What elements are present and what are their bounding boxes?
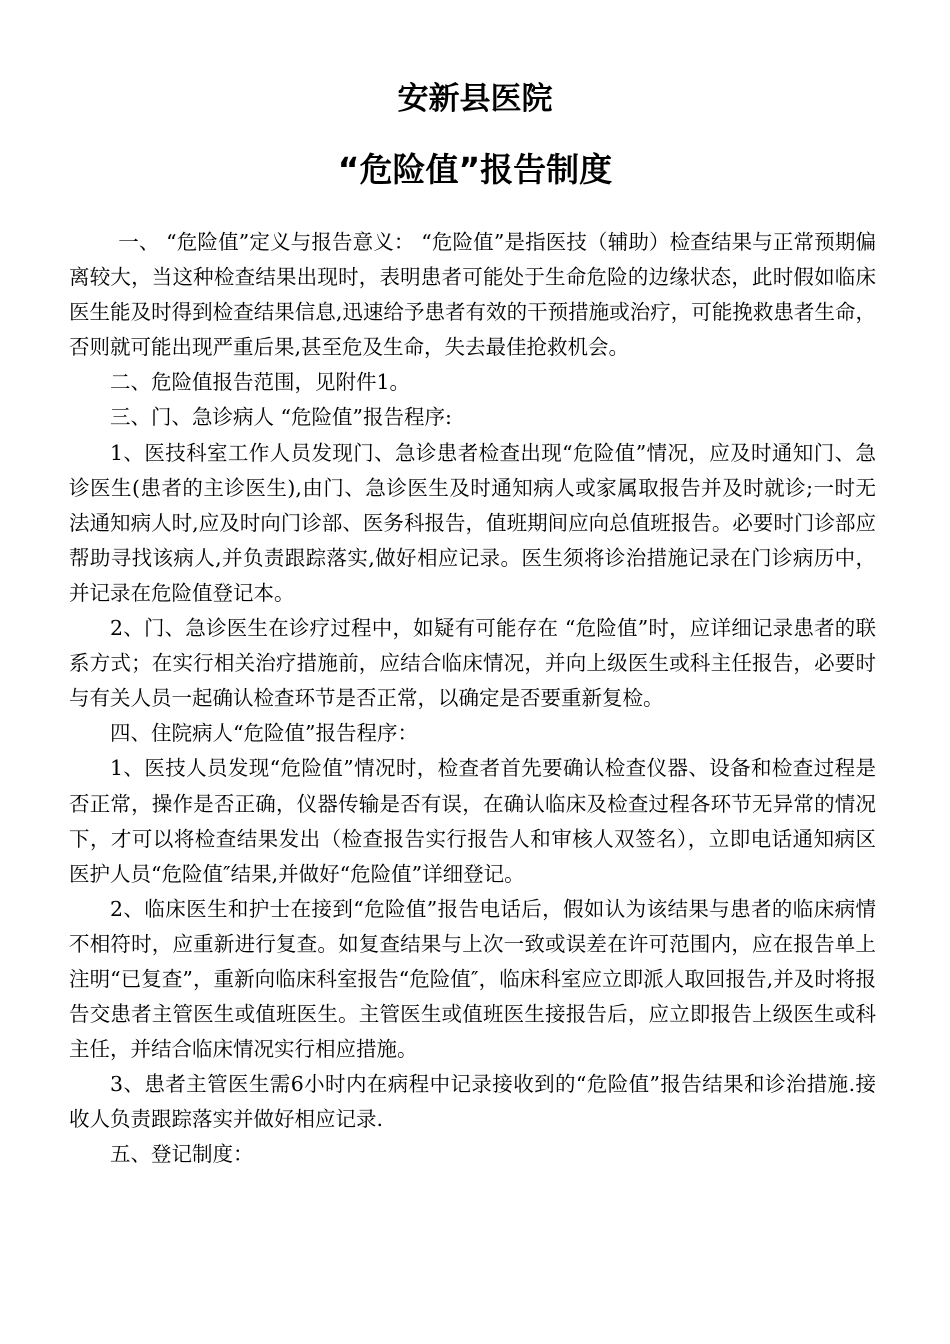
policy-title: “危险值”报告制度 — [337, 150, 613, 189]
document-body — [69, 225, 876, 1173]
paragraph-inpatient-2: 2、临床医生和护士在接到“危险值”报告电话后，假如认为该结果与患者的临床病情不相符时，应重新进行复查。如复查结果与上次一致或误差在许可范围内，应在报告单上注明“已复查”，重新向临床科室报告“危险值″，临床科室应立即派人取回报告,并及时将报告交患者主管医生或值班医生。主管医生或值班医生接报告后，应立即报告上级医生或科主任，并结合临床情况实行相应措施。 — [69, 896, 876, 1062]
paragraph-outpatient-heading: 三、门、急诊病人 “危险值”报告程序: — [110, 405, 452, 430]
paragraph-inpatient-heading: 四、住院病人“危险值”报告程序： — [110, 721, 418, 746]
paragraph-outpatient-2: 2、门、急诊医生在诊疗过程中，如疑有可能存在 “危险值”时，应详细记录患者的联系方式；在实行相关治疗措施前，应结合临床情况，并向上级医生或科主任报告，必要时与有关人员一起确认检查环节是否正常，以确定是否要重新复检。 — [69, 616, 876, 711]
paragraph-registration-heading: 五、登记制度： — [110, 1142, 254, 1167]
paragraph-outpatient-1: 1、医技科室工作人员发现门、急诊患者检查出现“危险值”情况，应及时通知门、急诊医生(患者的主诊医生),由门、急诊医生及时通知病人或家属取报告并及时就诊;一时无法通知病人时,应及时向门诊部、医务科报告，值班期间应向总值班报告。必要时门诊部应帮助寻找该病人,并负责跟踪落实,做好相应记录。医生须将诊治措施记录在门诊病历中，并记录在危险值登记本。 — [69, 440, 876, 605]
paragraph-scope: 二、危险值报告范围，见附件1。 — [110, 370, 411, 395]
hospital-title: 安新县医院 — [397, 81, 553, 117]
paragraph-definition: 一、 “危险值”定义与报告意义： “危险值”是指医技（辅助）检查结果与正常预期偏离较大，当这种检查结果出现时，表明患者可能处于生命危险的边缘状态，此时假如临床医生能及时得到检查结果信息,迅速给予患者有效的干预措施或治疗，可能挽救患者生命，否则就可能出现严重后果,甚至危及生命，失去最佳抢救机会。 — [69, 230, 876, 360]
paragraph-inpatient-3: 3、患者主管医生需6小时内在病程中记录接收到的“危险值”报告结果和诊治措施.接收人负责跟踪落实并做好相应记录. — [69, 1072, 876, 1132]
paragraph-inpatient-1: 1、医技人员发现“危险值”情况时，检查者首先要确认检查仪器、设备和检查过程是否正常，操作是否正确，仪器传输是否有误，在确认临床及检查过程各环节无异常的情况下，才可以将检查结果发出（检查报告实行报告人和审核人双签名），立即电话通知病区医护人员“危险值″结果,并做好“危险值”详细登记。 — [69, 756, 876, 886]
